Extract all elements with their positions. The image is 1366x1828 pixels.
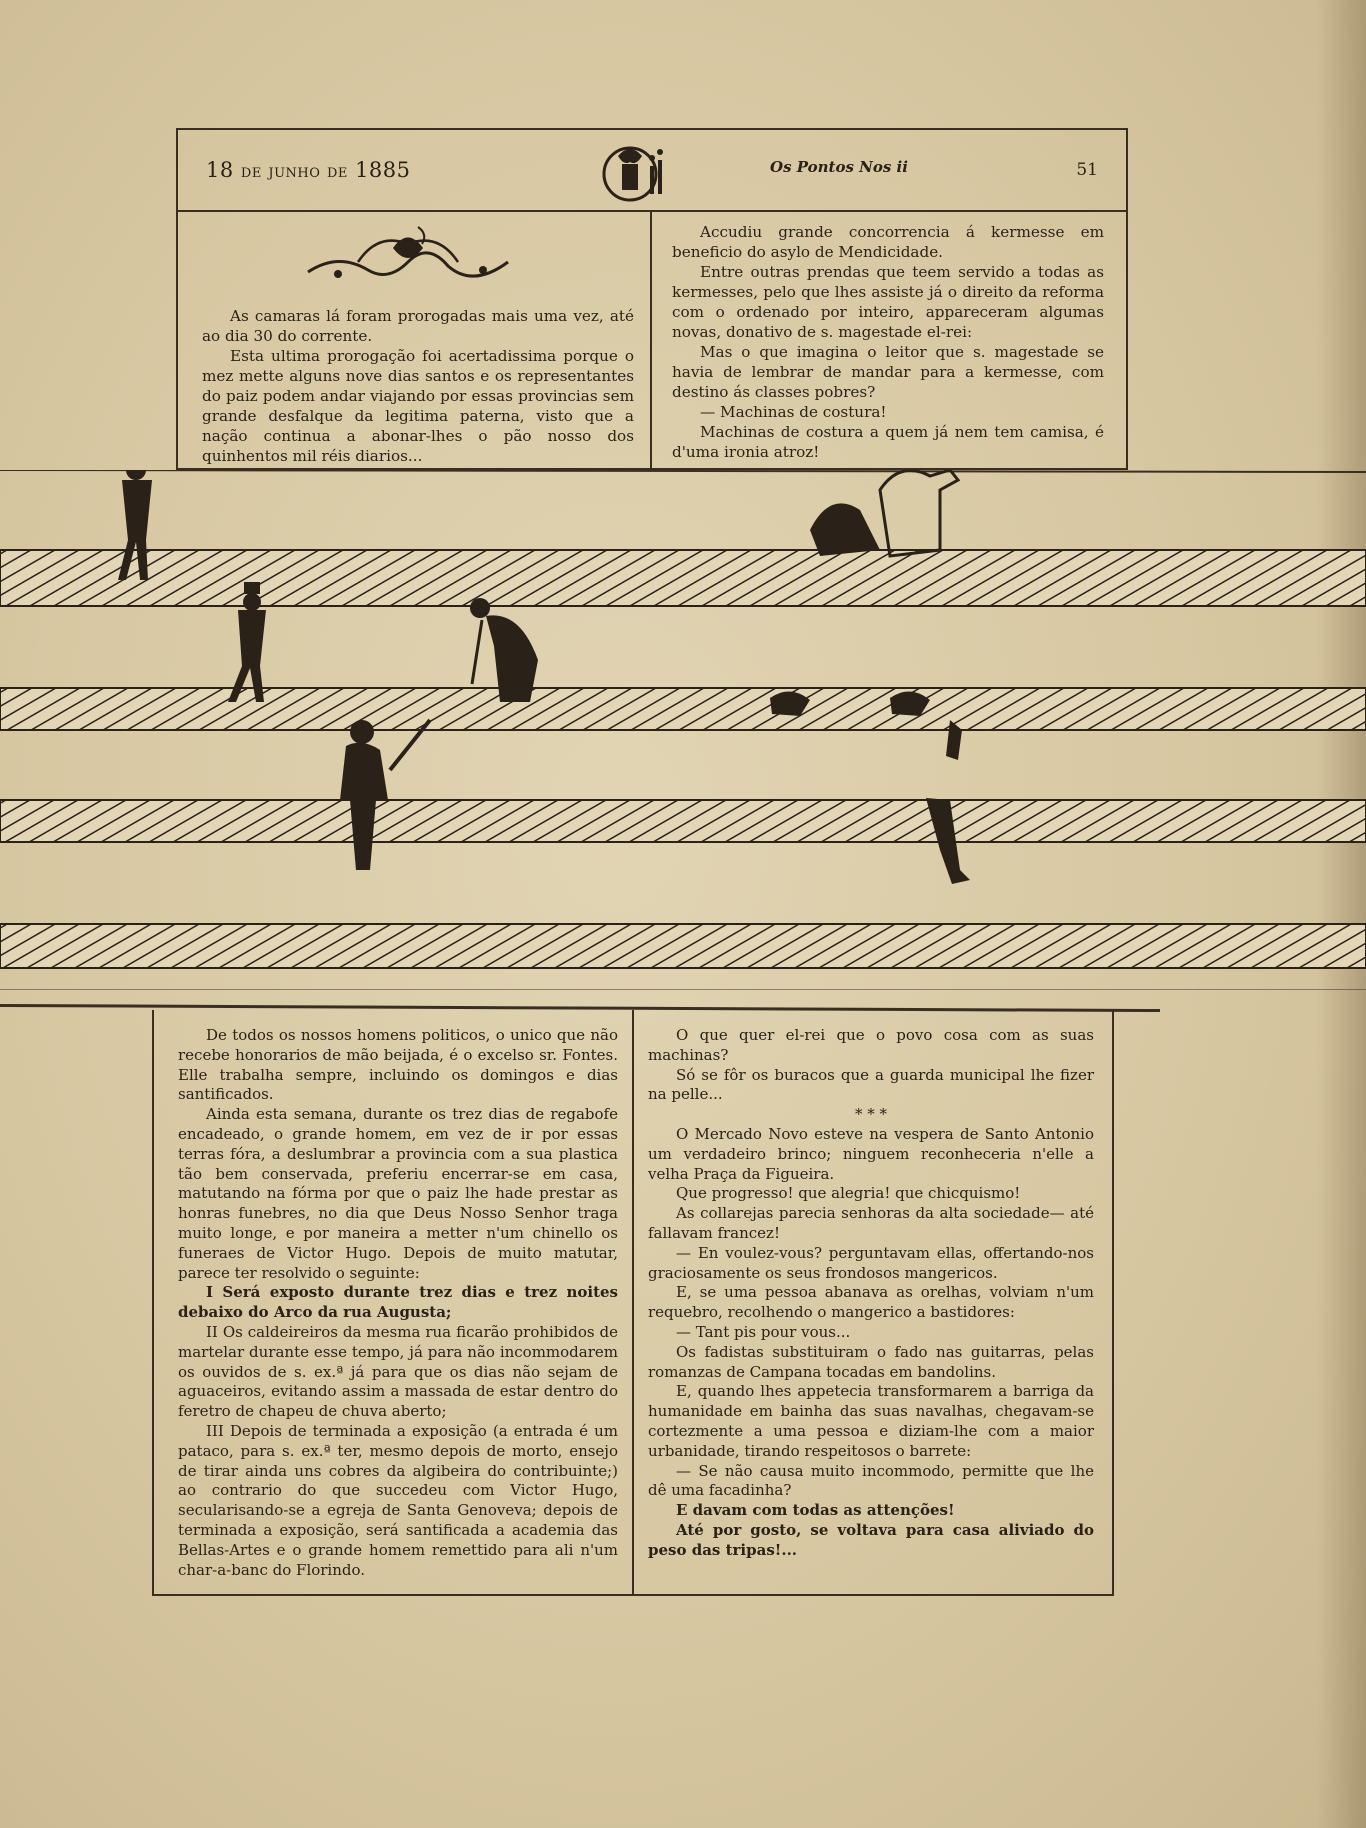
- paragraph: — Se não causa muito incommodo, permitte que lhe dê uma facadinha?: [648, 1461, 1094, 1500]
- paragraph: Os fadistas substituiram o fado nas guitarras, pelas romanzas de Campana tocadas em bandolins.: [648, 1342, 1094, 1381]
- paragraph: — Tant pis pour vous...: [676, 1322, 851, 1341]
- paragraph: O que quer el-rei que o povo cosa com as suas machinas?: [648, 1026, 1094, 1064]
- paragraph: — Machinas de costura!: [700, 403, 887, 421]
- date-year: 1885: [355, 158, 411, 182]
- stair-band: [0, 688, 1366, 730]
- paragraph: Entre outras prendas que teem servido a todas as kermesses, pelo que lhes assiste já o direito da reforma com o ordenado por inteiro, appareceram algumas novas, donativo de s. magestade el-rei:: [672, 263, 1104, 341]
- paragraph: As collarejas parecia senhoras da alta sociedade— até fallavam francez!: [648, 1204, 1094, 1242]
- paragraph: Que progresso! que alegria! que chicquismo!: [676, 1184, 1021, 1203]
- paragraph: E davam com todas as attenções!: [676, 1501, 955, 1520]
- paragraph: De todos os nossos homens politicos, o unico que não recebe honorarios de mão beijada, é o excelso sr. Fontes. Elle trabalha sempre, incluindo os domingos e dias santificados.: [178, 1026, 618, 1104]
- paragraph: Machinas de costura a quem já nem tem camisa, é d'uma ironia atroz!: [672, 423, 1104, 461]
- paragraph: E, quando lhes appetecia transformarem a barriga da humanidade em bainha das suas navalhas, chegavam-se cortezmente a uma pessoa e diziam-lhe com a maior urbanidade, tirando respeitosos o barrete:: [648, 1382, 1094, 1460]
- paragraph: Esta ultima prorogação foi acertadissima porque o mez mette alguns nove dias santos e os representantes do paiz podem andar viajando por essas provincias sem grande desfalque da legitima paterna, visto que a nação continua a abonar-lhes o pão nosso dos quinhentos mil réis diarios...: [202, 347, 634, 465]
- figure-king-throne-icon: [810, 470, 958, 556]
- paragraph: As camaras lá foram prorogadas mais uma vez, até ao dia 30 do corrente.: [202, 307, 634, 345]
- bottom-text-frame: [152, 1010, 1114, 1596]
- paragraph: I Será exposto durante trez dias e trez noites debaixo do Arco da rua Augusta;: [178, 1283, 618, 1322]
- cartoon-illustration: [0, 470, 1366, 990]
- paragraph: Só se fôr os buracos que a guarda municipal lhe fizer na pelle...: [648, 1065, 1094, 1104]
- paragraph: — En voulez-vous? perguntavam ellas, offertando-nos graciosamente os seus frondosos mangericos.: [648, 1243, 1094, 1282]
- stair-band: [0, 550, 1366, 606]
- column-divider: [632, 1010, 634, 1596]
- paragraph: Accudiu grande concorrencia á kermesse em beneficio do asylo de Mendicidade.: [672, 223, 1104, 261]
- paragraph: O Mercado Novo esteve na vespera de Santo Antonio um verdadeiro brinco; ninguem reconheceria n'elle a velha Praça da Figueira.: [648, 1124, 1094, 1183]
- bottom-right-column: [648, 1026, 1094, 1561]
- stair-band: [0, 800, 1366, 842]
- masthead-logo-icon: [590, 136, 730, 206]
- header-date: [206, 158, 411, 182]
- paragraph: Até por gosto, se voltava para casa aliviado do peso das tripas!...: [648, 1520, 1094, 1559]
- date-day: 18: [206, 158, 234, 182]
- paragraph: Ainda esta semana, durante os trez dias de regabofe encadeado, o grande homem, em vez de ir por essas terras fóra, a deslumbrar a provincia com a sua plastica tão bem conservada, preferiu encerrar-se em casa, matutando na fórma por que o paiz lhe hade prestar as honras funebres, no dia que Deus Nosso Senhor traga muito longe, e por maneira a metter n'um chinello os funeraes de Victor Hugo. Depois de muito matutar, parece ter resolvido o seguinte:: [178, 1105, 618, 1282]
- paragraph: Mas o que imagina o leitor que s. magestade se havia de lembrar de mandar para a kermesse, com destino ás classes pobres?: [672, 343, 1104, 401]
- ornament-flourish-icon: [298, 222, 518, 302]
- paragraph: III Depois de terminada a exposição (a entrada é um pataco, para s. ex.ª ter, mesmo depois de morto, ensejo de tirar ainda uns cobres da algibeira do contribuinte;) ao contrario do que succedeu com Victor Hugo, secularisando-se a egreja de Santa Genoveva; depois de terminada a exposição, será santificada a academia das Bellas-Artes e o grande homem remettido para ali n'um char-a-banc do Florindo.: [178, 1421, 618, 1579]
- masthead-title: Os Pontos Nos ii: [770, 158, 908, 176]
- bottom-left-column: [178, 1026, 618, 1580]
- top-right-column: [672, 222, 1104, 462]
- date-month: de junho de: [240, 160, 348, 182]
- top-left-column: [202, 306, 634, 466]
- page-number: 51: [1076, 160, 1098, 180]
- column-divider: [650, 212, 652, 470]
- stair-band: [0, 924, 1366, 968]
- figure-old-man-cane-icon: [470, 598, 538, 702]
- page-header: [178, 130, 1126, 212]
- paragraph: II Os caldeireiros da mesma rua ficarão prohibidos de martelar durante esse tempo, já para não incommodarem os ouvidos de s. ex.ª já para que os dias não sejam de aguaceiros, evitando assim a massada de estar dentro do feretro de chapeu de chuva aberto;: [178, 1322, 618, 1421]
- paragraph: E, se uma pessoa abanava as orelhas, volviam n'um requebro, recolhendo o mangerico a bastidores:: [648, 1283, 1094, 1322]
- figure-woman-umbrella-icon: [340, 720, 430, 870]
- section-stars: * * *: [854, 1105, 888, 1124]
- top-text-frame: [176, 128, 1128, 470]
